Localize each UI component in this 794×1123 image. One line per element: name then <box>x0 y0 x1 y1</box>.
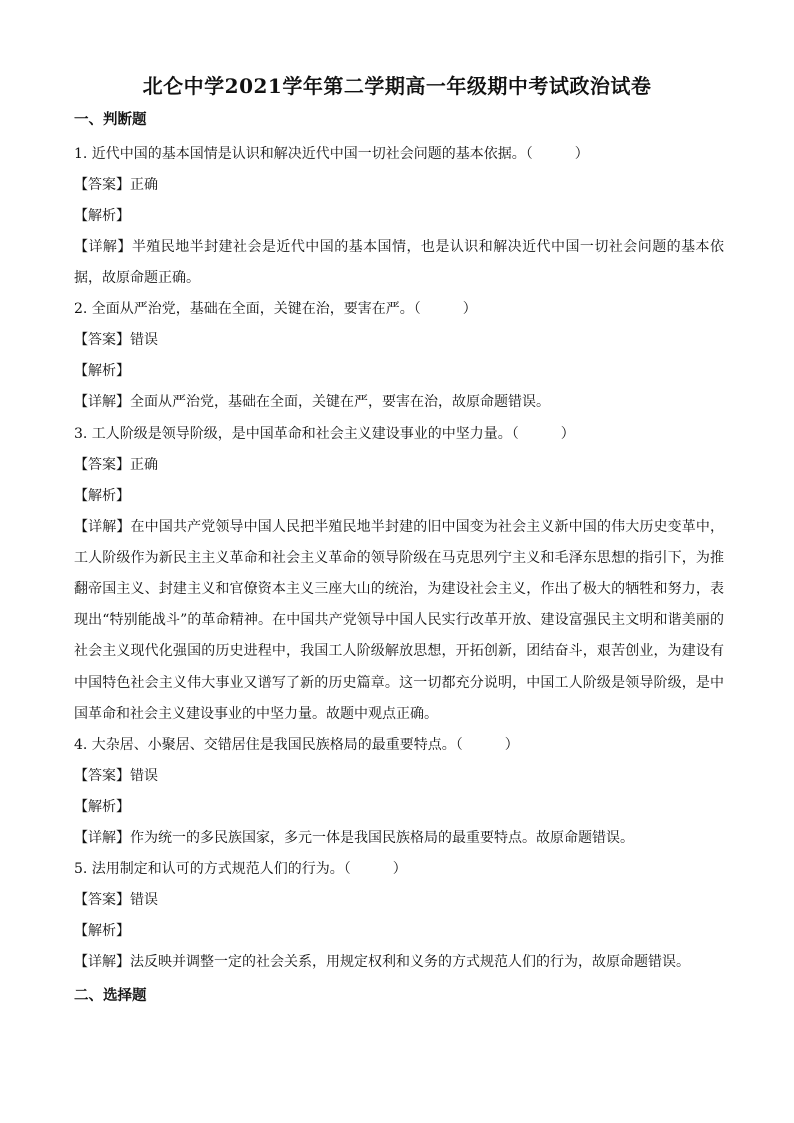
detail-tag: 【详解】 <box>74 394 130 411</box>
section-heading-judgment: 一、判断题 <box>74 111 147 128</box>
question-5 <box>74 854 724 978</box>
question-stem: 5. 法用制定和认可的方式规范人们的行为。（ ） <box>74 861 407 878</box>
detail-body: 法反映并调整一定的社会关系，用规定权利和义务的方式规范人们的行为，故原命题错误。 <box>130 954 690 971</box>
detail-tag: 【详解】 <box>74 239 132 255</box>
question-stem: 1. 近代中国的基本国情是认识和解决近代中国一切社会问题的基本依据。（ ） <box>74 146 589 162</box>
answer-value: 错误 <box>130 332 158 349</box>
detail-text <box>74 387 724 418</box>
page-title: 北仑中学2021学年第二学期高一年级期中考试政治试卷 <box>142 74 652 98</box>
detail-body: 作为统一的多民族国家，多元一体是我国民族格局的最重要特点。故原命题错误。 <box>130 830 634 847</box>
detail-tag: 【详解】 <box>74 830 130 847</box>
answer-line <box>74 170 724 201</box>
detail-text <box>74 823 724 854</box>
analysis-tag: 【解析】 <box>74 799 130 816</box>
question-2 <box>74 294 724 418</box>
question-stem: 3. 工人阶级是领导阶级，是中国革命和社会主义建设事业的中坚力量。（ ） <box>74 425 575 442</box>
detail-tag: 【详解】 <box>74 518 131 535</box>
detail-text <box>74 947 724 978</box>
answer-tag: 【答案】 <box>74 768 130 785</box>
section-heading-choice: 二、选择题 <box>74 987 147 1005</box>
detail-text <box>74 232 724 294</box>
analysis-tag: 【解析】 <box>74 487 130 504</box>
answer-value: 错误 <box>130 892 158 909</box>
answer-line <box>74 885 724 916</box>
answer-value: 正确 <box>130 456 158 473</box>
question-1 <box>74 139 724 294</box>
analysis-tag: 【解析】 <box>74 923 130 940</box>
answer-value: 正确 <box>130 177 158 193</box>
answer-line <box>74 325 724 356</box>
answer-line <box>74 450 724 481</box>
answer-tag: 【答案】 <box>74 332 130 349</box>
exam-content <box>74 108 724 1015</box>
detail-body: 半殖民地半封建社会是近代中国的基本国情，也是认识和解决近代中国一切社会问题的基本依据，故原命题正确。 <box>74 239 725 287</box>
detail-body: 全面从严治党，基础在全面，关键在严，要害在治，故原命题错误。 <box>130 394 550 411</box>
detail-tag: 【详解】 <box>74 954 130 971</box>
analysis-tag: 【解析】 <box>74 363 130 380</box>
answer-line <box>74 761 724 792</box>
question-3 <box>74 419 724 730</box>
question-stem: 4. 大杂居、小聚居、交错居住是我国民族格局的最重要特点。（ ） <box>74 737 519 754</box>
question-4 <box>74 730 724 854</box>
answer-tag: 【答案】 <box>74 456 130 473</box>
answer-tag: 【答案】 <box>74 892 130 909</box>
question-stem: 2. 全面从严治党，基础在全面，关键在治，要害在严。（ ） <box>74 301 477 318</box>
detail-text <box>74 512 724 730</box>
answer-tag: 【答案】 <box>74 177 130 193</box>
analysis-tag: 【解析】 <box>74 208 130 224</box>
answer-value: 错误 <box>130 768 158 785</box>
detail-body: 在中国共产党领导中国人民把半殖民地半封建的旧中国变为社会主义新中国的伟大历史变革中，工人阶级作为新民主主义革命和社会主义革命的领导阶级在马克思列宁主义和毛泽东思想的指引下，为推翻帝国主义、封建主义和官僚资本主义三座大山的统治，为建设社会主义，作出了极大的牺牲和努力，表现出“特别能战斗”的革命精神。在中国共产党领导中国人民实行改革开放、建设富强民主文明和谐美丽的社会主义现代化强国的历史进程中，我国工人阶级解放思想，开拓创新，团结奋斗，艰苦创业，为建设有中国特色社会主义伟大事业又谱写了新的历史篇章。这一切都充分说明，中国工人阶级是领导阶级，是中国革命和社会主义建设事业的中坚力量。故题中观点正确。 <box>74 518 725 722</box>
